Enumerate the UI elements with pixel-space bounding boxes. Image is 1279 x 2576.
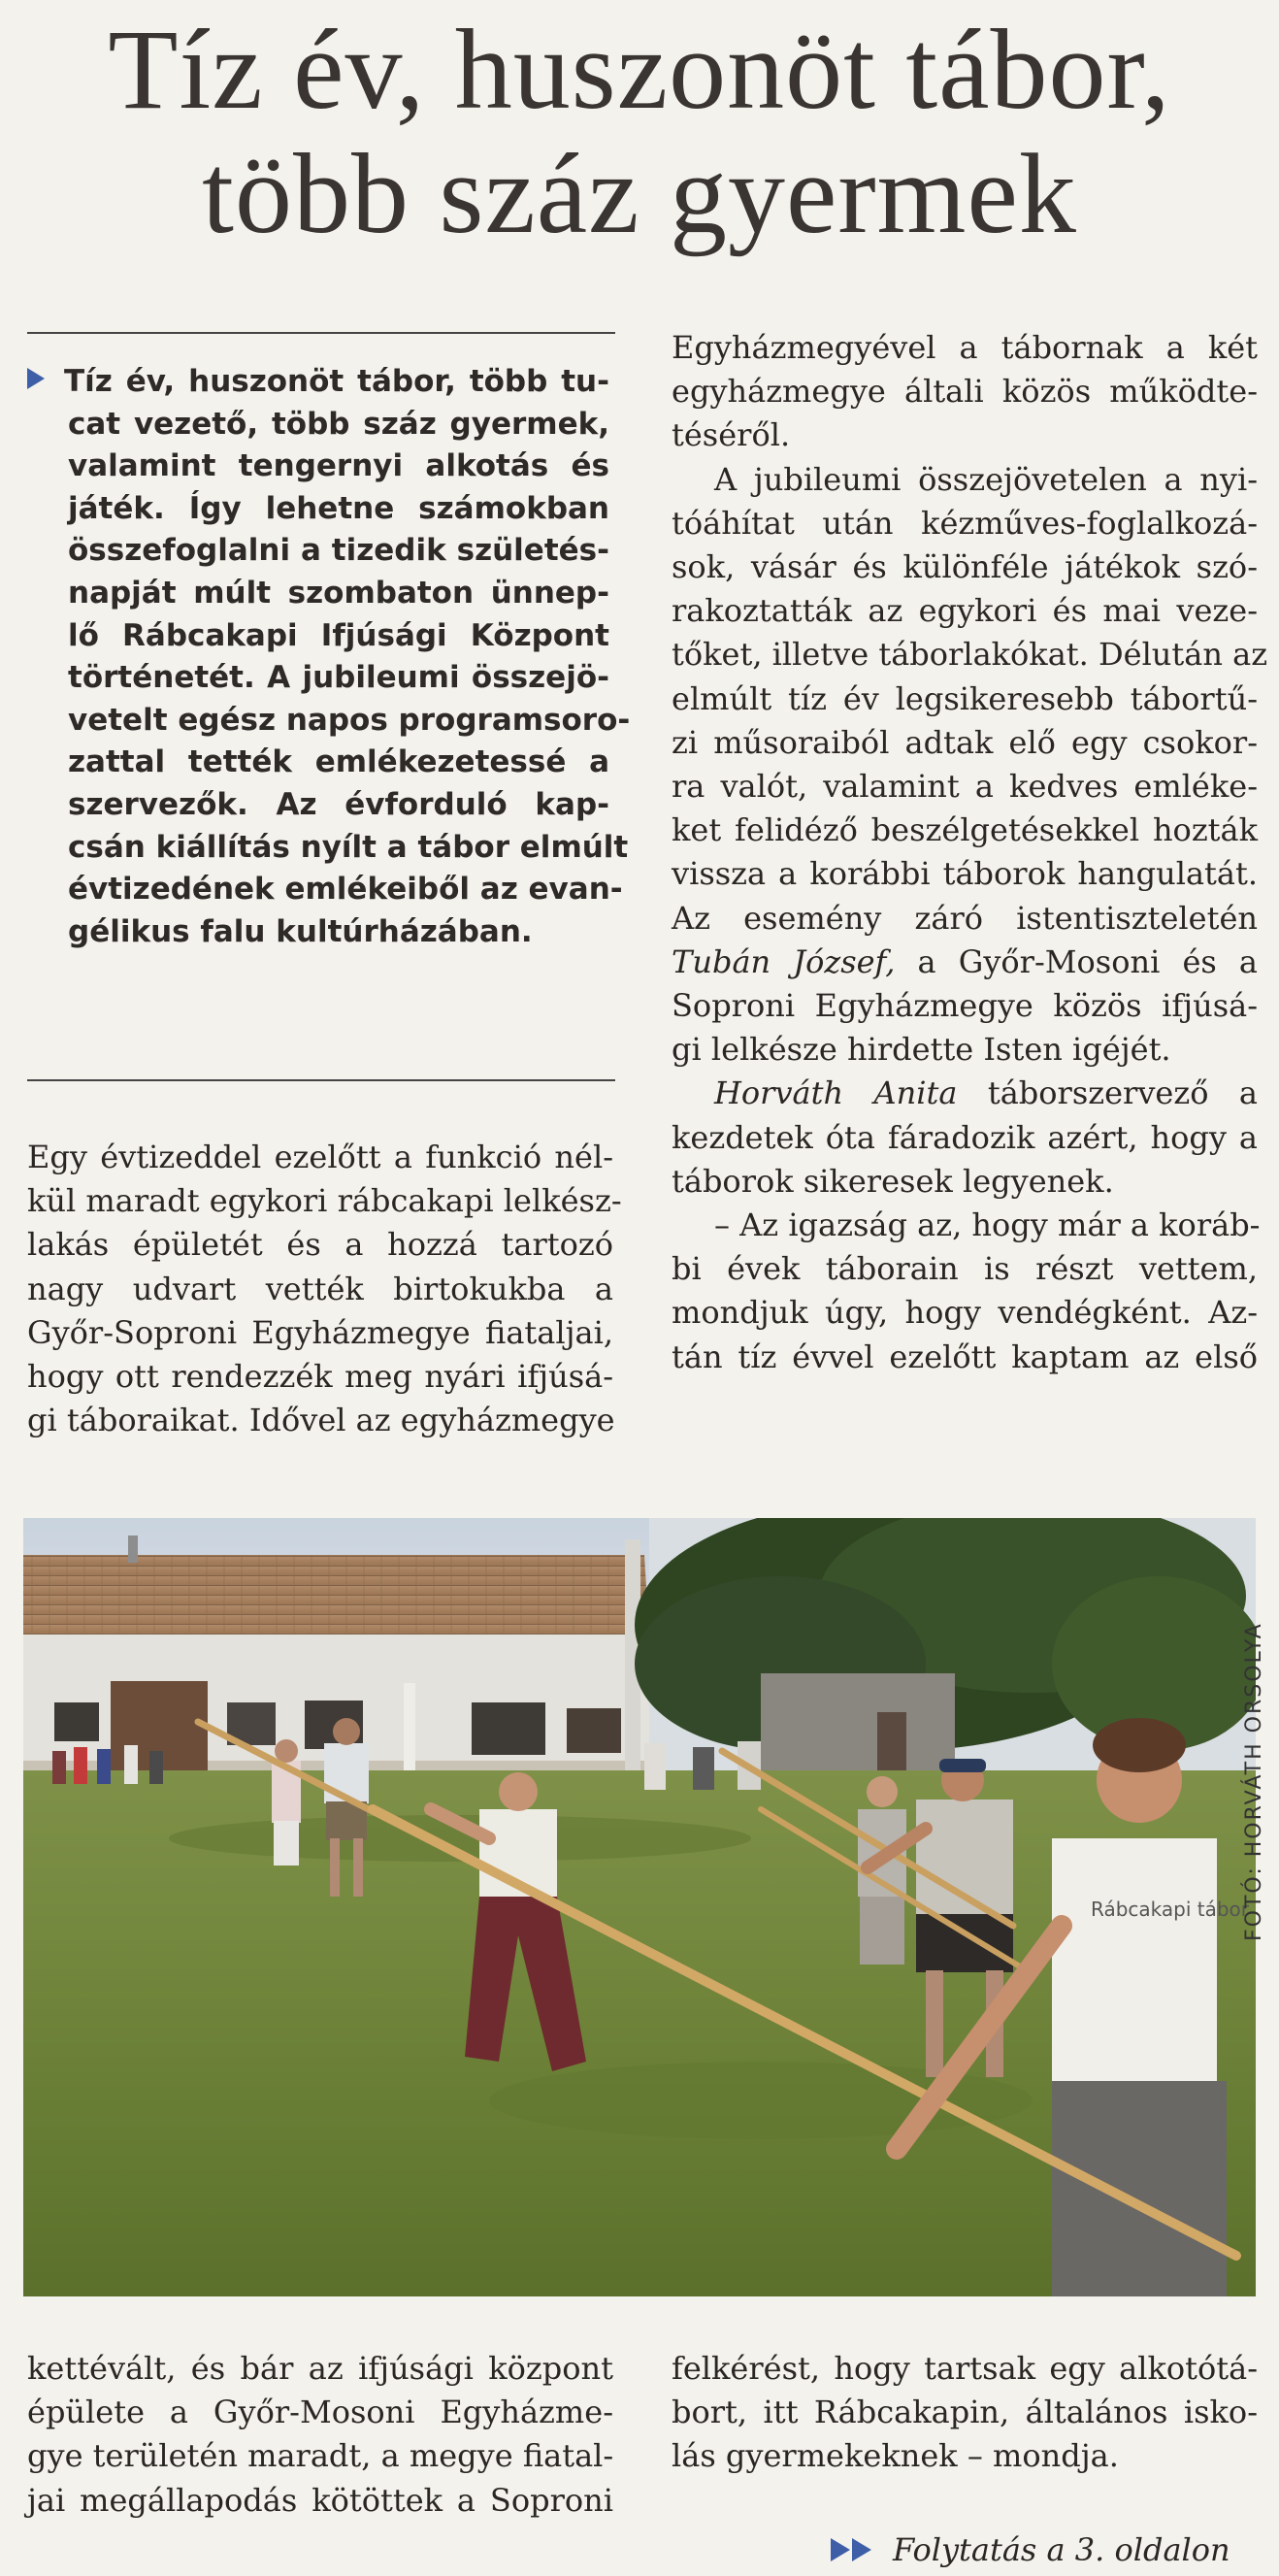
body-line: kül maradt egykori rábcakapi lelkész- <box>27 1182 622 1220</box>
body-line: épülete a Győr-Mosoni Egyházme- <box>27 2394 613 2431</box>
body-left-top <box>27 1136 622 1442</box>
body-line: zi műsoraiból adtak elő egy csokor- <box>672 723 1258 761</box>
double-arrow-icon <box>831 2538 881 2561</box>
body-line: táborok sikeresek legyenek. <box>672 1162 1114 1200</box>
body-line: gi táboraikat. Idővel az egyházmegye <box>27 1402 615 1439</box>
news-photo <box>23 1518 1256 2296</box>
body-line: hogy ott rendezzék meg nyári ifjúsá- <box>27 1358 613 1396</box>
lead-line: évtizedének emlékeiből az evan- <box>68 872 623 908</box>
body-line: ket felidéző beszélgetésekkel hozták <box>672 811 1258 849</box>
body-left-bottom <box>27 2347 613 2523</box>
body-line: Győr-Soproni Egyházmegye fiataljai, <box>27 1313 613 1351</box>
headline-line-1: Tíz év, huszonöt tábor, <box>108 6 1171 133</box>
body-line: Horváth Anita táborszervező a <box>714 1074 1259 1112</box>
photo-illustration <box>23 1518 1256 2296</box>
lead-line: szervezők. Az évforduló kap- <box>68 786 609 822</box>
lead-line: lő Rábcakapi Ifjúsági Központ <box>68 617 609 653</box>
body-line: lás gyermekeknek – mondja. <box>672 2437 1119 2475</box>
body-line: jai megállapodás kötöttek a Soproni <box>27 2481 613 2519</box>
body-line: vissza a korábbi táborok hangulatát. <box>672 855 1258 893</box>
body-line: mondjuk úgy, hogy vendégként. Az- <box>672 1294 1258 1332</box>
body-line: kezdetek óta fáradozik azért, hogy a <box>672 1118 1258 1156</box>
body-line: Az esemény záró istentiszteletén <box>672 899 1258 937</box>
shirt-print: Rábcakapi tábor <box>1091 1898 1250 1921</box>
body-line: bort, itt Rábcakapin, általános isko- <box>672 2394 1258 2431</box>
body-line: bi évek táborain is részt vettem, <box>672 1250 1258 1288</box>
lead-top-rule <box>27 332 615 334</box>
body-right-top <box>672 326 1268 1379</box>
lead-line: történetét. A jubileumi összejö- <box>68 660 609 696</box>
body-line: nagy udvart vették birtokukba a <box>27 1270 613 1307</box>
headline <box>0 8 1279 256</box>
lead-line: gélikus falu kultúrházában. <box>68 913 533 949</box>
continuation-link[interactable] <box>831 2531 1230 2568</box>
body-line: tőket, illetve táborlakókat. Délután az <box>672 636 1268 674</box>
headline-line-2: több száz gyermek <box>202 130 1077 257</box>
body-line: felkérést, hogy tartsak egy alkotótá- <box>672 2350 1258 2387</box>
lead-line: zattal tették emlékezetessé a <box>68 744 609 780</box>
body-line: rakoztatták az egykori és mai veze- <box>672 592 1258 630</box>
lead-line: játék. Így lehetne számokban <box>68 490 609 526</box>
lead-arrow-icon <box>27 368 45 389</box>
lead-line: összefoglalni a tizedik születés- <box>68 533 609 569</box>
lead-line: csán kiállítás nyílt a tábor elmúlt <box>68 829 629 865</box>
body-line: gye területén maradt, a megye fiatal- <box>27 2437 614 2475</box>
body-line: Tubán József, a Győr-Mosoni és a <box>672 942 1259 980</box>
body-line: kettévált, és bár az ifjúsági központ <box>27 2350 613 2387</box>
body-right-bottom <box>672 2347 1258 2479</box>
body-line: egyházmegye általi közös működte- <box>672 373 1258 411</box>
body-line: Soproni Egyházmegye közös ifjúsá- <box>672 987 1258 1025</box>
lead-line: valamint tengernyi alkotás és <box>68 448 609 484</box>
person-name: Tubán József, <box>672 942 896 980</box>
body-line: tán tíz évvel ezelőtt kaptam az első <box>672 1338 1258 1375</box>
body-line: A jubileumi összejövetelen a nyi- <box>714 460 1258 498</box>
lead-paragraph <box>27 361 631 953</box>
continuation-text: Folytatás a 3. oldalon <box>893 2531 1230 2568</box>
photo-credit: FOTÓ: HORVÁTH ORSOLYA <box>1242 1622 1266 1941</box>
lead-line: cat vezető, több száz gyermek, <box>68 406 609 442</box>
body-line: gi lelkésze hirdette Isten igéjét. <box>672 1031 1171 1069</box>
body-line: ra valót, valamint a kedves emléke- <box>672 768 1258 806</box>
lead-line: Tíz év, huszonöt tábor, több tu- <box>64 364 609 399</box>
body-line: Egy évtizeddel ezelőtt a funkció nél- <box>27 1139 613 1175</box>
body-line: sok, vásár és különféle játékok szó- <box>672 548 1258 586</box>
person-name: Horváth Anita <box>714 1074 958 1112</box>
lead-bottom-rule <box>27 1079 615 1081</box>
body-line: Egyházmegyével a tábornak a két <box>672 329 1258 366</box>
body-line: elmúlt tíz év legsikeresebb tábortű- <box>672 679 1258 717</box>
body-line: lakás épületét és a hozzá tartozó <box>27 1226 613 1264</box>
body-line: – Az igazság az, hogy már a koráb- <box>714 1206 1261 1244</box>
lead-line: vetelt egész napos programsoro- <box>68 702 631 738</box>
body-line: tóáhítat után kézműves-foglalkozá- <box>672 504 1258 542</box>
body-line: téséről. <box>672 416 791 454</box>
lead-line: napját múlt szombaton ünnep- <box>68 575 609 611</box>
